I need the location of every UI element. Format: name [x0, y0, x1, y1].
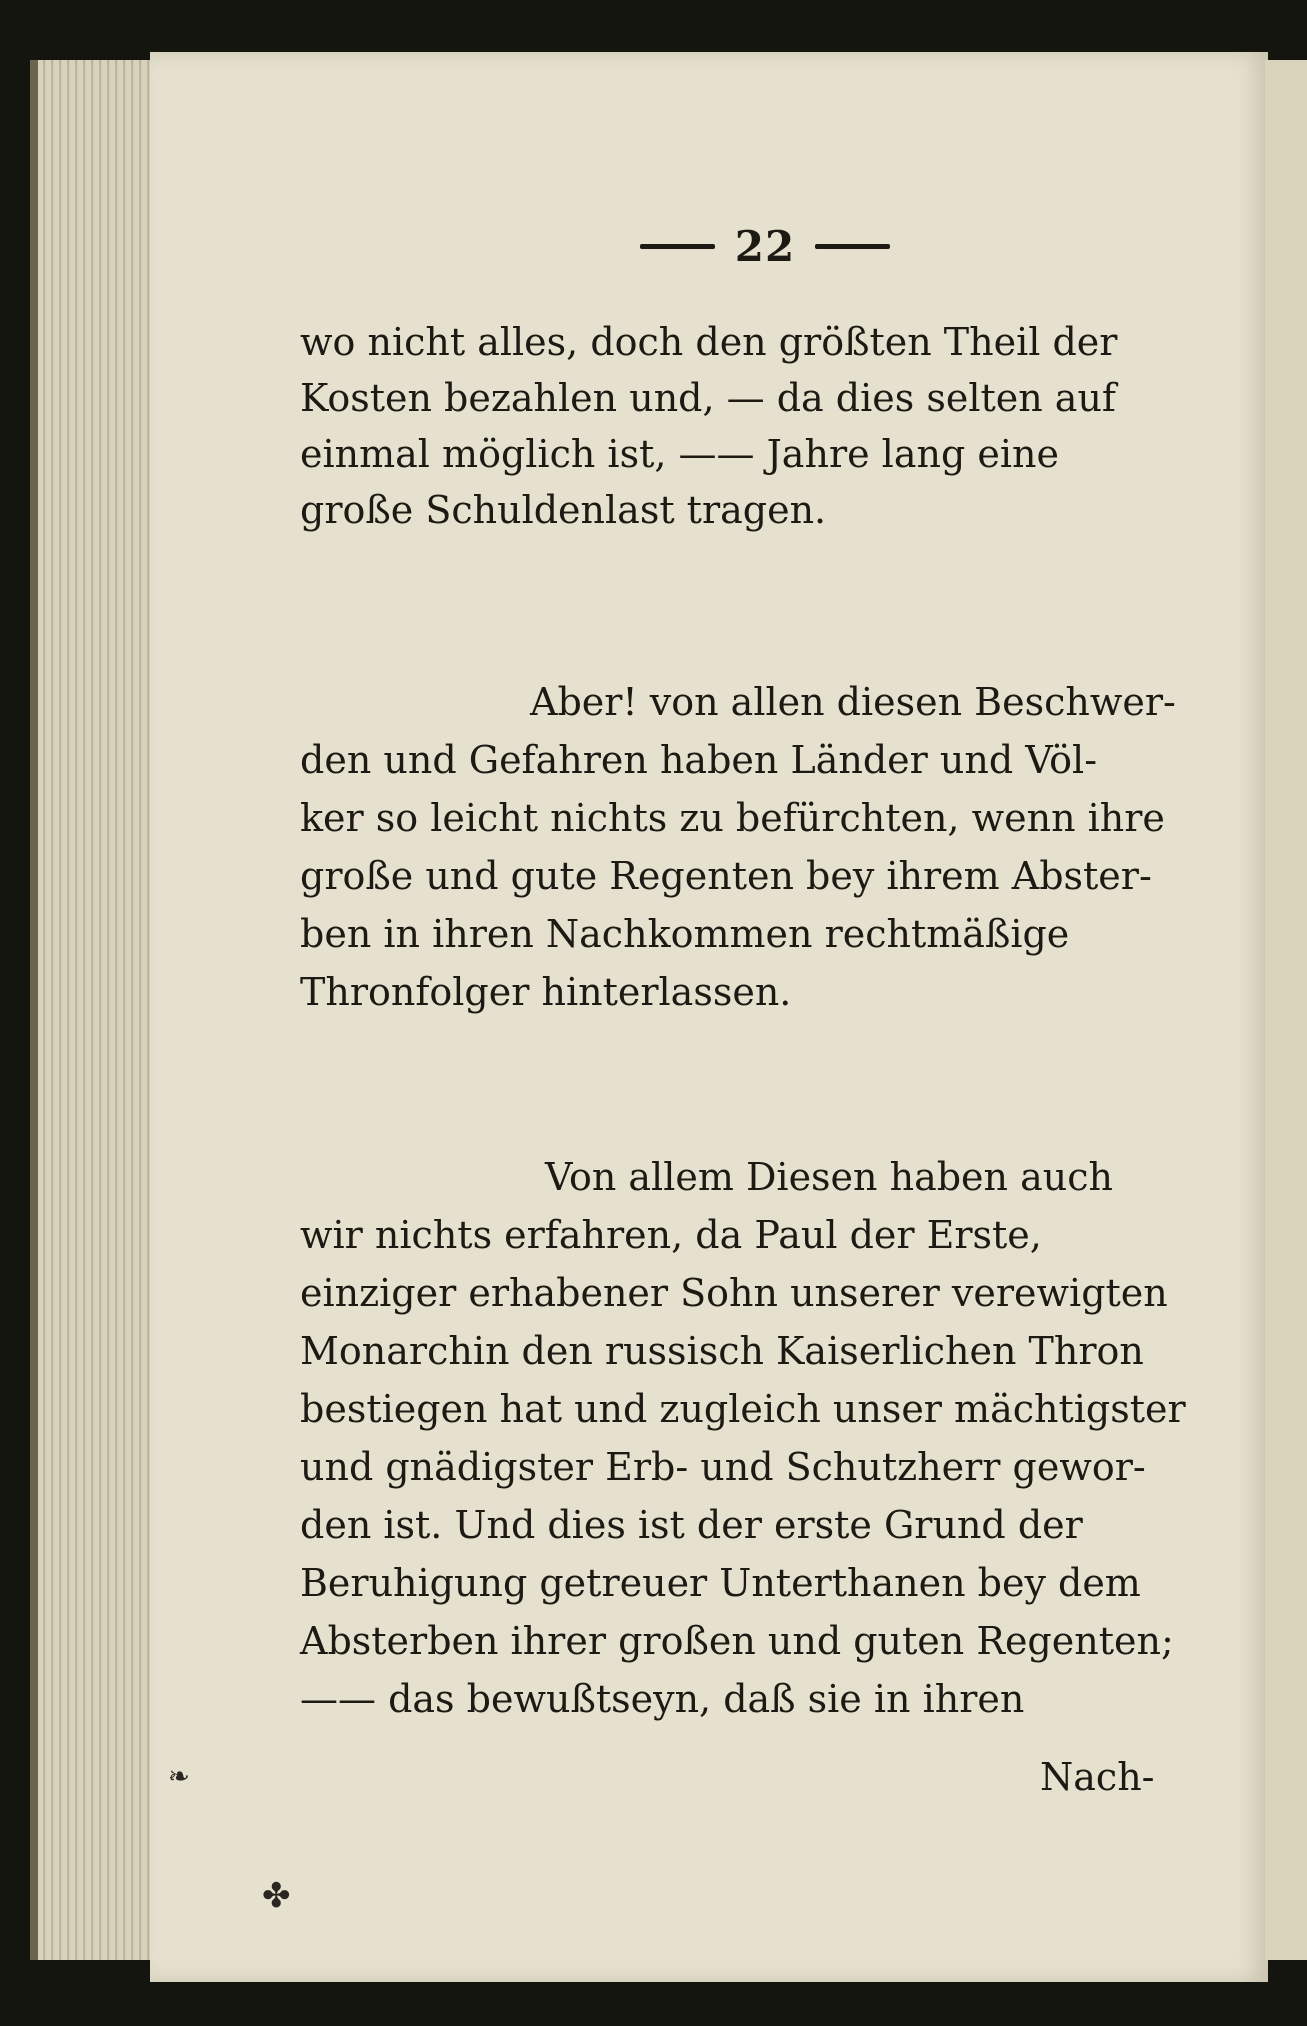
text-line: ben in ihren Nachkommen rechtmäßige [300, 912, 1070, 956]
text-line: Beruhigung getreuer Unterthanen bey dem [300, 1561, 1141, 1605]
text-line: ker so leicht nichts zu befürchten, wenn ihre [300, 796, 1165, 840]
header-rule-left [640, 244, 715, 249]
header-rule-right [815, 244, 890, 249]
text-line: Kosten bezahlen und, — da dies selten auf [300, 376, 1116, 420]
text-line: bestiegen hat und zugleich unser mächtigster [300, 1387, 1186, 1431]
text-line: Monarchin den russisch Kaiserlichen Thron [300, 1329, 1144, 1373]
text-line: —— das bewußtseyn, daß sie in ihren [300, 1677, 1025, 1721]
catchword: Nach- [1040, 1755, 1155, 1799]
text-line: wo nicht alles, doch den größten Theil der [300, 320, 1118, 364]
text-line: Von allem Diesen haben auch [545, 1155, 1113, 1199]
stacked-page-edges [38, 60, 158, 1960]
page-number: 22 [734, 221, 796, 271]
text-line: Thronfolger hinterlassen. [300, 970, 792, 1014]
text-line: und gnädigster Erb- und Schutzherr gewor- [300, 1445, 1146, 1489]
text-line: einmal möglich ist, —— Jahre lang eine [300, 432, 1059, 476]
margin-mark-icon: ❧ [168, 1762, 190, 1792]
page-header [595, 218, 935, 274]
text-line: den und Gefahren haben Länder und Völ- [300, 738, 1098, 782]
text-line: wir nichts erfahren, da Paul der Erste, [300, 1213, 1042, 1257]
text-line: einziger erhabener Sohn unserer verewigten [300, 1271, 1168, 1315]
printer-ornament-icon: ✤ [262, 1876, 291, 1916]
facing-page-edge [1265, 60, 1307, 1960]
text-line: den ist. Und dies ist der erste Grund der [300, 1503, 1083, 1547]
text-line: große und gute Regenten bey ihrem Abster- [300, 854, 1152, 898]
text-line: Aber! von allen diesen Beschwer- [530, 680, 1176, 724]
text-line: große Schuldenlast tragen. [300, 488, 827, 532]
text-line: Absterben ihrer großen und guten Regenten; [300, 1619, 1174, 1663]
